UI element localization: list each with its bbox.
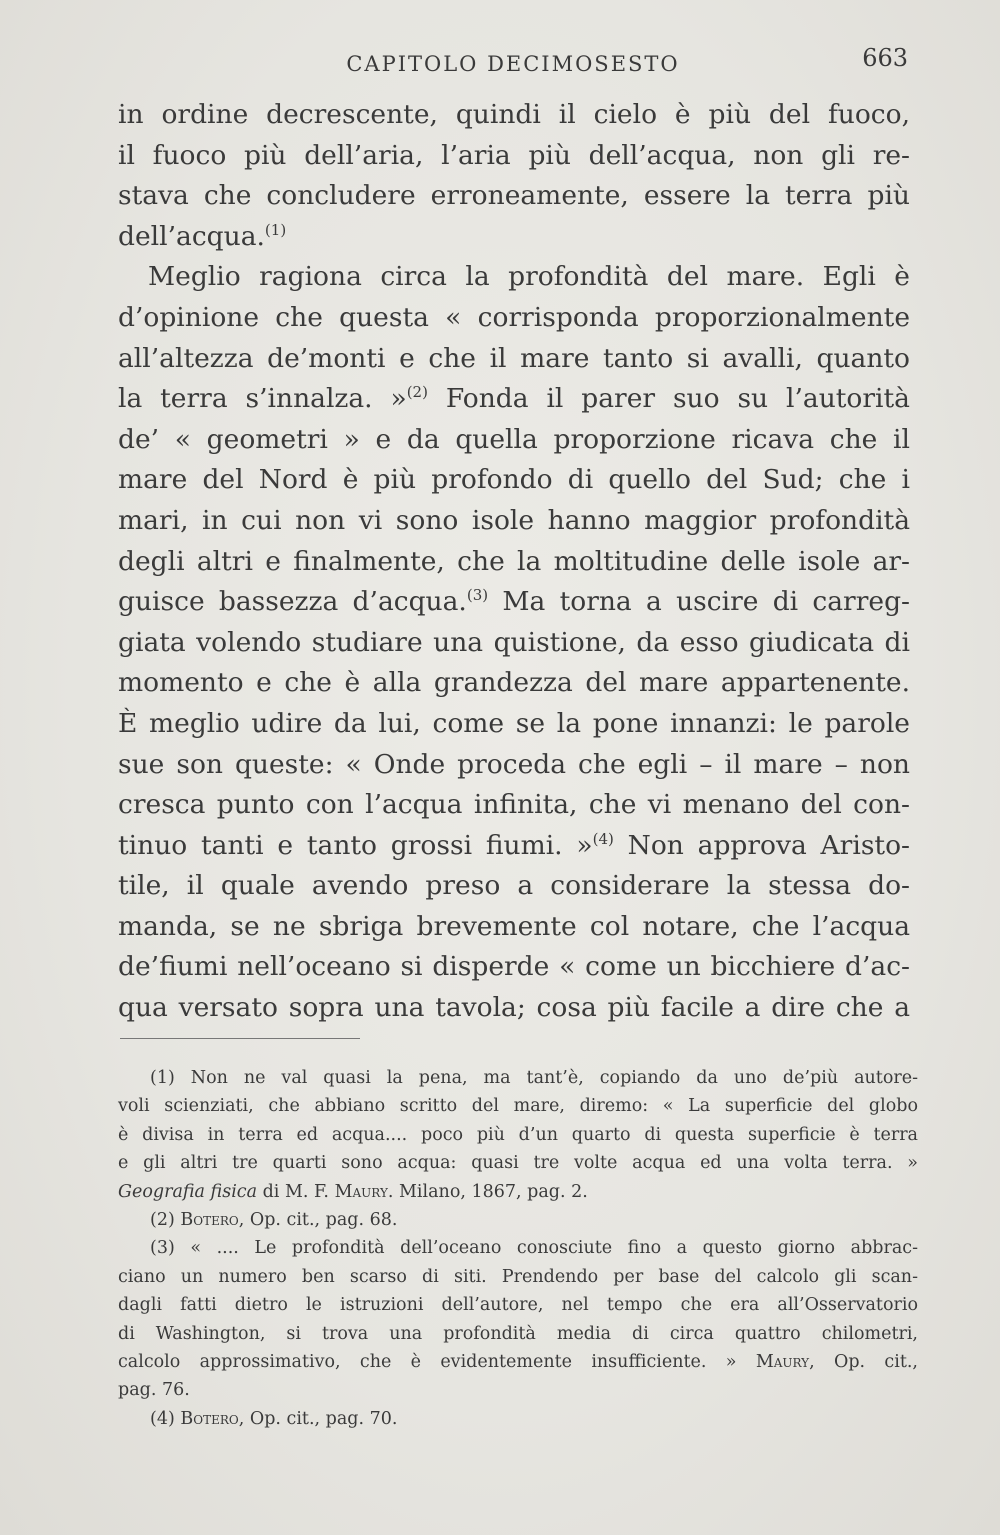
text-line: tile, il quale avendo preso a considerare la stessa do- [118, 870, 910, 902]
footnote-line: pag. 76. [118, 1380, 190, 1401]
text-line: il fuoco più dell’aria, l’aria più dell’acqua, non gli re- [118, 139, 910, 171]
footnote-line: (4) Botero, Op. cit., pag. 70. [150, 1408, 398, 1429]
text-line: mare del Nord è più profondo di quello del Sud; che i [118, 464, 910, 496]
text-line: stava che concludere erroneamente, essere la terra più [118, 180, 910, 212]
footnote-line: Geografia fisica di M. F. Maury. Milano, 1867, pag. 2. [118, 1181, 588, 1202]
text-line: all’altezza de’monti e che il mare tanto si avalli, quanto [118, 342, 910, 374]
text-line: la terra s’innalza. »$^{(2)}$ Fonda il parer suo su l’autorità [118, 383, 910, 415]
footnote-ref: (1) [264, 220, 287, 239]
footnote-line: di Washington, si trova una profondità media di circa quattro chilometri, [118, 1323, 918, 1344]
text-line: d’opinione che questa « corrisponda proporzionalmente [118, 301, 910, 333]
footnote-ref: (3) [466, 586, 489, 605]
text-line: giata volendo studiare una quistione, da esso giudicata di [118, 626, 910, 658]
footnote-line: (2) Botero, Op. cit., pag. 68. [150, 1209, 398, 1230]
footnote-line: voli scienziati, che abbiano scritto del mare, diremo: « La superficie del globo [118, 1096, 918, 1117]
text-line: qua versato sopra una tavola; cosa più facile a dire che a [118, 992, 910, 1024]
text-line: de’ « geometri » e da quella proporzione ricava che il [118, 423, 910, 455]
text-line: cresca punto con l’acqua infinita, che vi menano del con- [118, 789, 910, 821]
footnote-line: calcolo approssimativo, che è evidentemente insufficiente. » Maury, Op. cit., [118, 1351, 918, 1372]
text-line: guisce bassezza d’acqua.$^{(3)}$ Ma torna a uscire di carreg- [118, 586, 910, 618]
source-title: Geografia fisica [118, 1181, 258, 1202]
page-number: 663 [862, 44, 908, 72]
page-header [118, 44, 908, 84]
author-name: Maury [755, 1351, 810, 1372]
author-name: Botero [180, 1209, 239, 1230]
footnote-line: (1) Non ne val quasi la pena, ma tant’è, copiando da uno de’più autore- [150, 1068, 918, 1088]
text-line: dell’acqua.$^{(1)}$ [118, 220, 287, 252]
footnote-separator [120, 1038, 360, 1039]
main-text [118, 95, 910, 1029]
running-title: CAPITOLO DECIMOSESTO [346, 52, 680, 76]
footnote-line: è divisa in terra ed acqua.... poco più d’un quarto di questa superficie è terra [118, 1124, 918, 1145]
footnote-ref: (2) [406, 383, 428, 402]
footnote-line: e gli altri tre quarti sono acqua: quasi tre volte acqua ed una volta terra. » [118, 1153, 918, 1174]
footnote-line: (3) « .... Le profondità dell’oceano conosciute fino a questo giorno abbrac- [150, 1238, 918, 1259]
footnote-ref: (4) [592, 829, 614, 848]
text-line: Meglio ragiona circa la profondità del mare. Egli è [148, 261, 910, 293]
text-line: de’fiumi nell’oceano si disperde « come un bicchiere d’ac- [118, 951, 910, 983]
text-line: manda, se ne sbriga brevemente col notare, che l’acqua [118, 910, 910, 942]
text-line: in ordine decrescente, quindi il cielo è più del fuoco, [118, 99, 910, 130]
text-line: momento e che è alla grandezza del mare appartenente. [118, 667, 910, 699]
footnotes [118, 1064, 918, 1433]
text-line: tinuo tanti e tanto grossi fiumi. »$^{(4)}$ Non approva Aristo- [118, 829, 910, 861]
footnote-line: dagli fatti dietro le istruzioni dell’autore, nel tempo che era all’Osservatorio [118, 1295, 918, 1316]
author-name: Botero [180, 1408, 239, 1429]
text-line: mari, in cui non vi sono isole hanno maggior profondità [118, 504, 910, 536]
text-line: È meglio udire da lui, come se la pone innanzi: le parole [118, 707, 910, 739]
author-name: Maury [334, 1181, 388, 1202]
footnote-line: ciano un numero ben scarso di siti. Prendendo per base del calcolo gli scan- [118, 1266, 918, 1287]
text-line: sue son queste: « Onde proceda che egli – il mare – non [118, 748, 910, 780]
text-line: degli altri e finalmente, che la moltitudine delle isole ar- [118, 545, 910, 577]
